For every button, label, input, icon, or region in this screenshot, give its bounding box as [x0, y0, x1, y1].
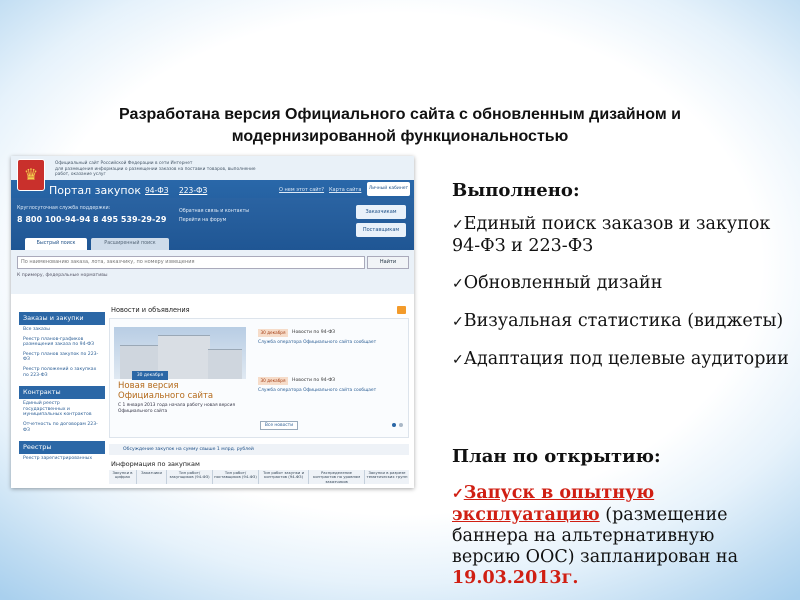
check-icon: ✓	[452, 276, 464, 292]
suppliers-button[interactable]: Поставщикам	[356, 223, 406, 237]
plan-section	[452, 446, 782, 589]
search-example[interactable]: К примеру, федеральные нормативы	[17, 273, 108, 278]
slide-title	[20, 104, 780, 148]
phone-1: 8 800 100-94-94	[17, 215, 91, 224]
coat-of-arms-icon[interactable]: ♛	[17, 159, 45, 191]
sidebar-item[interactable]: Реестр положений о закупках по 223-ФЗ	[23, 366, 97, 378]
tab-quick-search[interactable]: Быстрый поиск	[25, 238, 87, 250]
check-icon: ✓	[452, 352, 464, 368]
check-icon: ✓	[452, 217, 464, 233]
hotline-label: Круглосуточная служба поддержки:	[17, 206, 111, 211]
all-news-button[interactable]: Все новости	[260, 421, 298, 430]
law-94-link[interactable]: 94-ФЗ	[145, 186, 169, 195]
done-heading: Выполнено:	[452, 180, 580, 201]
website-screenshot	[11, 156, 414, 488]
news-title[interactable]: Новости по 94-ФЗ	[292, 330, 336, 335]
site-description: Официальный сайт Российской Федерации в сети Интернет для размещения информации о размещении заказов на поставки товаров, выполнение работ, оказание услуг	[55, 161, 256, 177]
check-icon: ✓	[452, 314, 464, 330]
done-item: ✓Визуальная статистика (виджеты)	[452, 311, 784, 331]
news-box	[109, 318, 409, 438]
plan-heading: План по открытию:	[452, 446, 661, 467]
slider-dot[interactable]	[392, 423, 396, 427]
sidebar-item[interactable]: Единый реестр государственных и муниципальных контрактов	[23, 401, 92, 418]
slide-title-line2: модернизированной функциональностью	[231, 128, 569, 145]
sidebar-item[interactable]: Реестр зарегистрированных	[23, 456, 93, 462]
done-item: ✓Обновленный дизайн	[452, 273, 663, 293]
search-input[interactable]: По наименованию заказа, лота, заказчику, по номеру извещения	[17, 256, 365, 269]
slide-title-line1: Разработана версия Официального сайта с обновленным дизайном и	[119, 106, 681, 123]
plan-date: 19.03.2013г.	[452, 568, 579, 588]
news-sub[interactable]: Служба оператора Официального сайта сообщает	[258, 388, 377, 393]
portal-title[interactable]: Портал закупок	[49, 184, 141, 197]
plan-item	[452, 483, 782, 589]
done-item: ✓Единый поиск заказов и закупок 94-ФЗ и 223-ФЗ	[452, 214, 771, 256]
alert-banner[interactable]: Обсуждение закупок на сумму свыше 1 млрд. рублей	[109, 444, 409, 455]
feature-news-title[interactable]: Новая версия Официального сайта	[118, 381, 214, 401]
stats-col[interactable]: Заказчики	[137, 470, 167, 484]
stats-table	[109, 470, 409, 484]
plan-red-text: Запуск в опытную эксплуатацию	[452, 483, 655, 525]
building-image	[114, 327, 246, 379]
check-icon: ✓	[452, 486, 464, 502]
site-sidebar	[19, 306, 105, 464]
stats-col[interactable]: Тип работ/ поставщиков (94-ФЗ)	[213, 470, 259, 484]
feedback-link[interactable]: Обратная связь и контакты	[179, 209, 250, 214]
news-date: 30 декабря	[258, 329, 288, 337]
forum-link[interactable]: Перейти на форум	[179, 218, 227, 223]
law-223-link[interactable]: 223-ФЗ	[179, 186, 208, 195]
news-heading: Новости и объявления	[111, 306, 190, 314]
sidebar-item[interactable]: Реестр планов закупок по 223-ФЗ	[23, 351, 99, 363]
sitemap-link[interactable]: Карта сайта	[329, 187, 362, 193]
search-area	[11, 250, 414, 294]
done-item: ✓Адаптация под целевые аудитории	[452, 349, 789, 369]
about-link[interactable]: О нем этот сайт?	[279, 187, 325, 193]
stats-col[interactable]: Распределение контрактов по уровням заказчиков	[309, 470, 365, 484]
stats-col[interactable]: Тип работ закупки и контрактов (94-ФЗ)	[259, 470, 309, 484]
sidebar-heading-orders[interactable]: Заказы и закупки	[19, 312, 105, 325]
sidebar-item[interactable]: Отчетность по договорам 223-ФЗ	[23, 421, 98, 433]
personal-cabinet-button[interactable]: Личный кабинет	[367, 182, 410, 196]
stats-col[interactable]: Тип работ/ закупщиков (94-ФЗ)	[167, 470, 213, 484]
sidebar-item[interactable]: Реестр планов-графиков размещения заказа по 94-ФЗ	[23, 336, 95, 348]
done-section	[452, 180, 792, 371]
rss-icon[interactable]	[397, 306, 406, 314]
feature-news-text: С 1 января 2013 года начала работу новая версия Официального сайта	[118, 403, 235, 414]
news-title[interactable]: Новости по 94-ФЗ	[292, 378, 336, 383]
sidebar-item[interactable]: Все заказы	[23, 327, 50, 332]
stats-col[interactable]: Закупки в цифрах	[109, 470, 137, 484]
news-date: 30 декабря	[258, 377, 288, 385]
news-sub[interactable]: Служба оператора Официального сайта сообщает	[258, 340, 377, 345]
phone-2: 8 495 539-29-29	[93, 215, 167, 224]
stats-col[interactable]: Закупки в разрезе тематических групп	[366, 470, 408, 480]
stats-heading: Информация по закупкам	[111, 460, 200, 468]
plan-normal-text: (размещение баннера на альтернативную версию ООС) запланирован на	[452, 505, 739, 567]
search-button[interactable]: Найти	[367, 256, 409, 269]
sidebar-heading-registries[interactable]: Реестры	[19, 441, 105, 454]
feature-date-badge: 30 декабря	[132, 371, 168, 380]
tab-advanced-search[interactable]: Расширенный поиск	[91, 238, 169, 250]
customers-button[interactable]: Заказчикам	[356, 205, 406, 219]
slider-dot[interactable]	[399, 423, 403, 427]
sidebar-heading-contracts[interactable]: Контракты	[19, 386, 105, 399]
